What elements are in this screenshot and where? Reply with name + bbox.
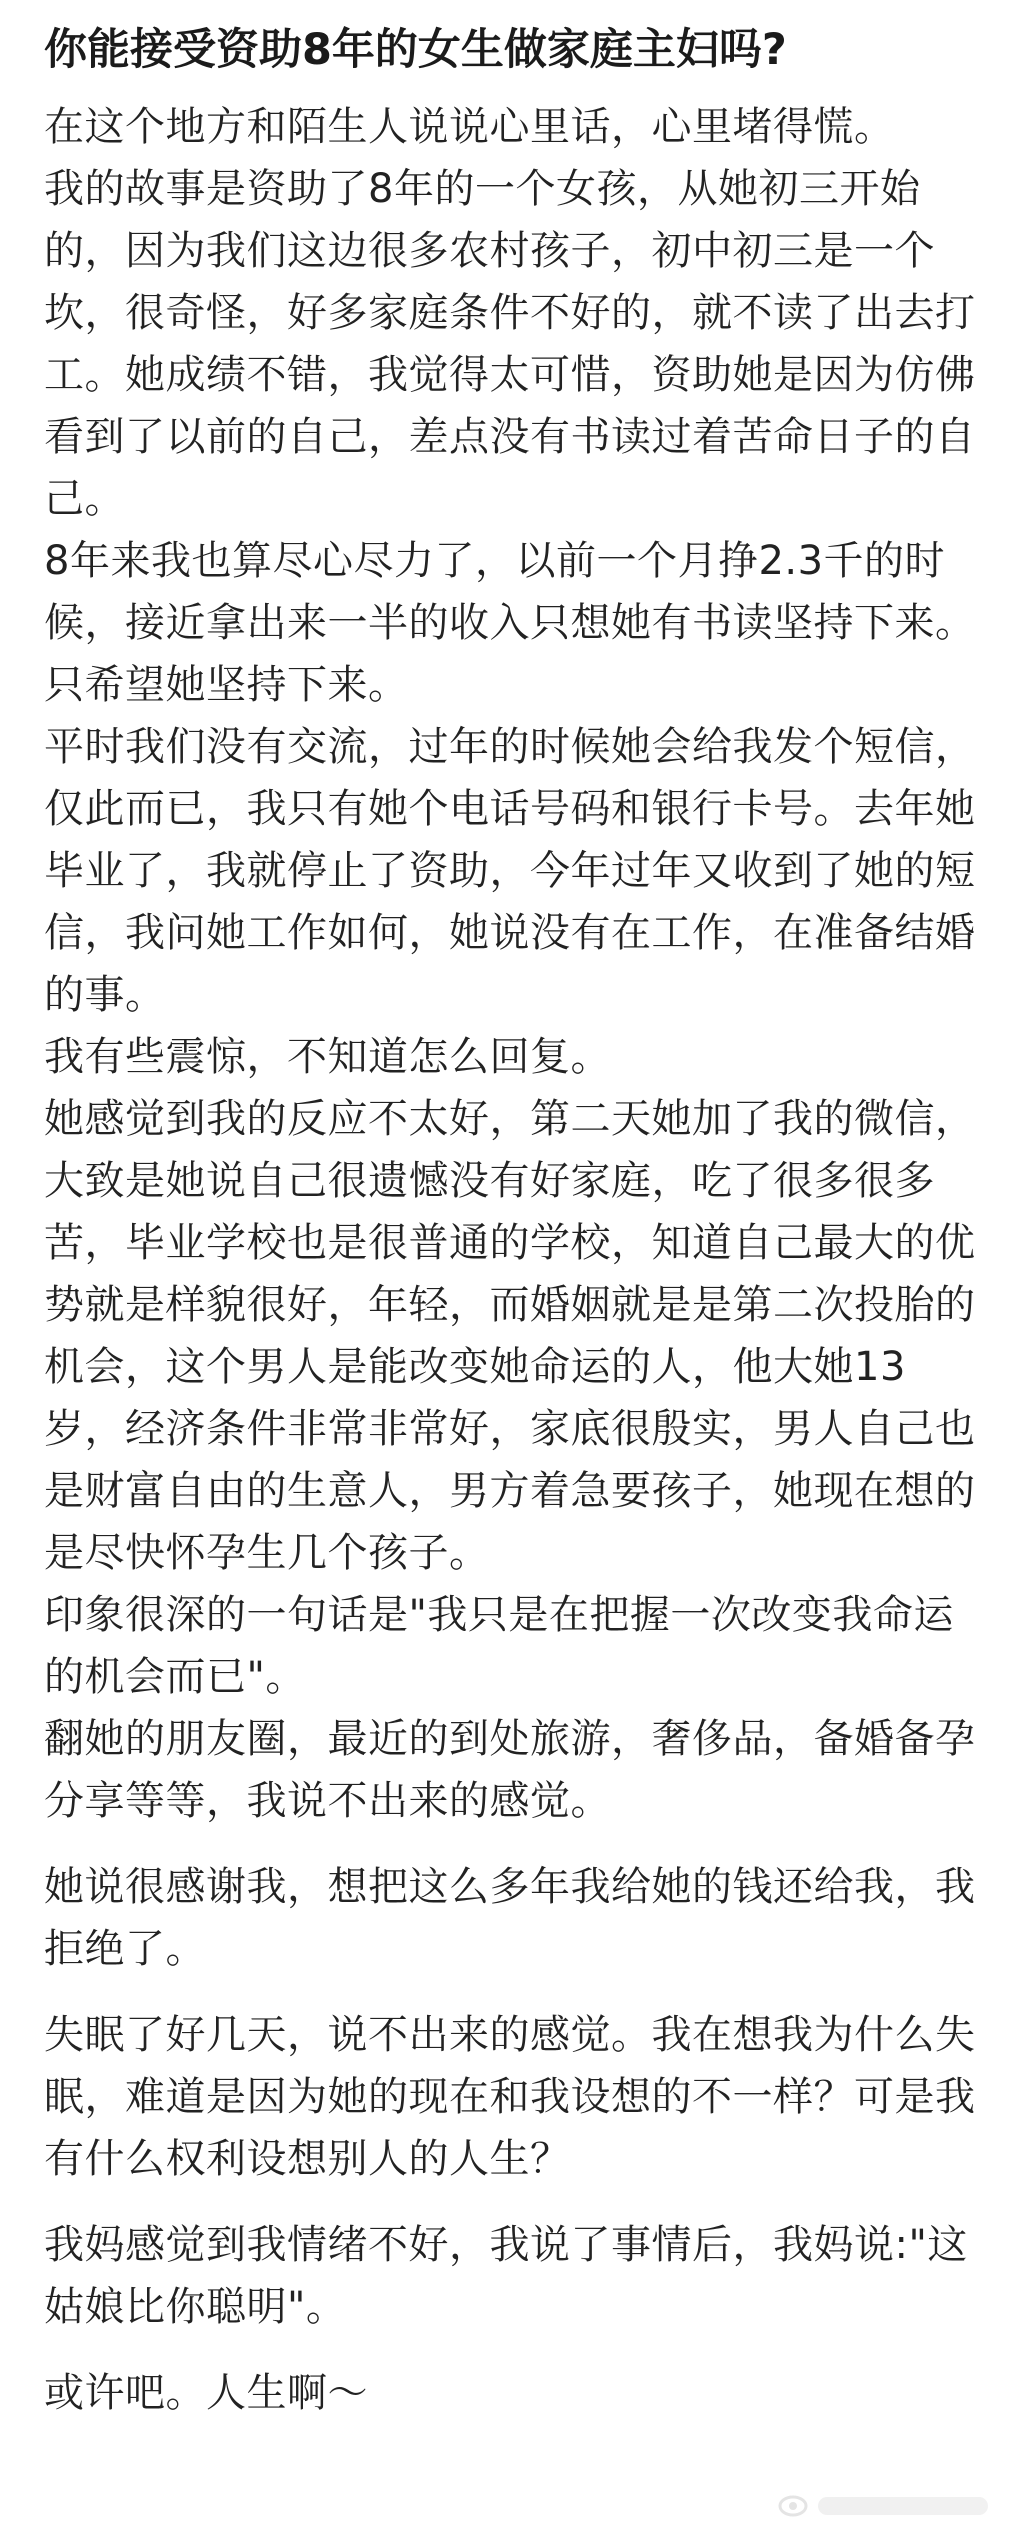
paragraph-10: 失眠了好几天，说不出来的感觉。我在想我为什么失眠，难道是因为她的现在和我设想的不一样？可是我有什么权利设想别人的人生？ [44, 2012, 976, 2182]
paragraph-4: 平时我们没有交流，过年的时候她会给我发个短信，仅此而已，我只有她个电话号码和银行卡号。去年她毕业了，我就停止了资助，今年过年又收到了她的短信，我问她工作如何，她说没有在工作，在准备结婚的事。 [44, 724, 976, 1018]
paragraph-5: 我有些震惊，不知道怎么回复。 [44, 1034, 611, 1080]
post-title: 你能接受资助8年的女生做家庭主妇吗? [44, 25, 787, 75]
paragraph-6: 她感觉到我的反应不太好，第二天她加了我的微信，大致是她说自己很遗憾没有好家庭，吃了很多很多苦，毕业学校也是很普通的学校，知道自己最大的优势就是样貌很好，年轻，而婚姻就是是第二次投胎的机会，这个男人是能改变她命运的人，他大她13岁，经济条件非常非常好，家底很殷实，男人自己也是财富自由的生意人，男方着急要孩子，她现在想的是尽快怀孕生几个孩子。 [44, 1096, 976, 1576]
post [44, 20, 984, 2424]
logo-mark-icon [778, 2495, 808, 2517]
paragraph-2: 我的故事是资助了8年的一个女孩，从她初三开始的，因为我们这边很多农村孩子，初中初三是一个坎，很奇怪，好多家庭条件不好的，就不读了出去打工。她成绩不错，我觉得太可惜，资助她是因为仿佛看到了以前的自己，差点没有书读过着苦命日子的自己。 [44, 166, 976, 522]
paragraph-9: 她说很感谢我，想把这么多年我给她的钱还给我，我拒绝了。 [44, 1864, 976, 1972]
watermark [778, 2495, 988, 2517]
paragraph-7: 印象很深的一句话是"我只是在把握一次改变我命运的机会而已"。 [44, 1592, 954, 1700]
watermark-bar [818, 2497, 988, 2515]
paragraph-8: 翻她的朋友圈，最近的到处旅游，奢侈品，备婚备孕分享等等，我说不出来的感觉。 [44, 1716, 976, 1824]
paragraph-1: 在这个地方和陌生人说说心里话，心里堵得慌。 [44, 104, 895, 150]
paragraph-12: 或许吧。人生啊～ [44, 2370, 368, 2416]
paragraph-11: 我妈感觉到我情绪不好，我说了事情后，我妈说:"这姑娘比你聪明"。 [44, 2222, 968, 2330]
paragraph-3: 8年来我也算尽心尽力了，以前一个月挣2.3千的时候，接近拿出来一半的收入只想她有书读坚持下来。只希望她坚持下来。 [44, 538, 976, 708]
